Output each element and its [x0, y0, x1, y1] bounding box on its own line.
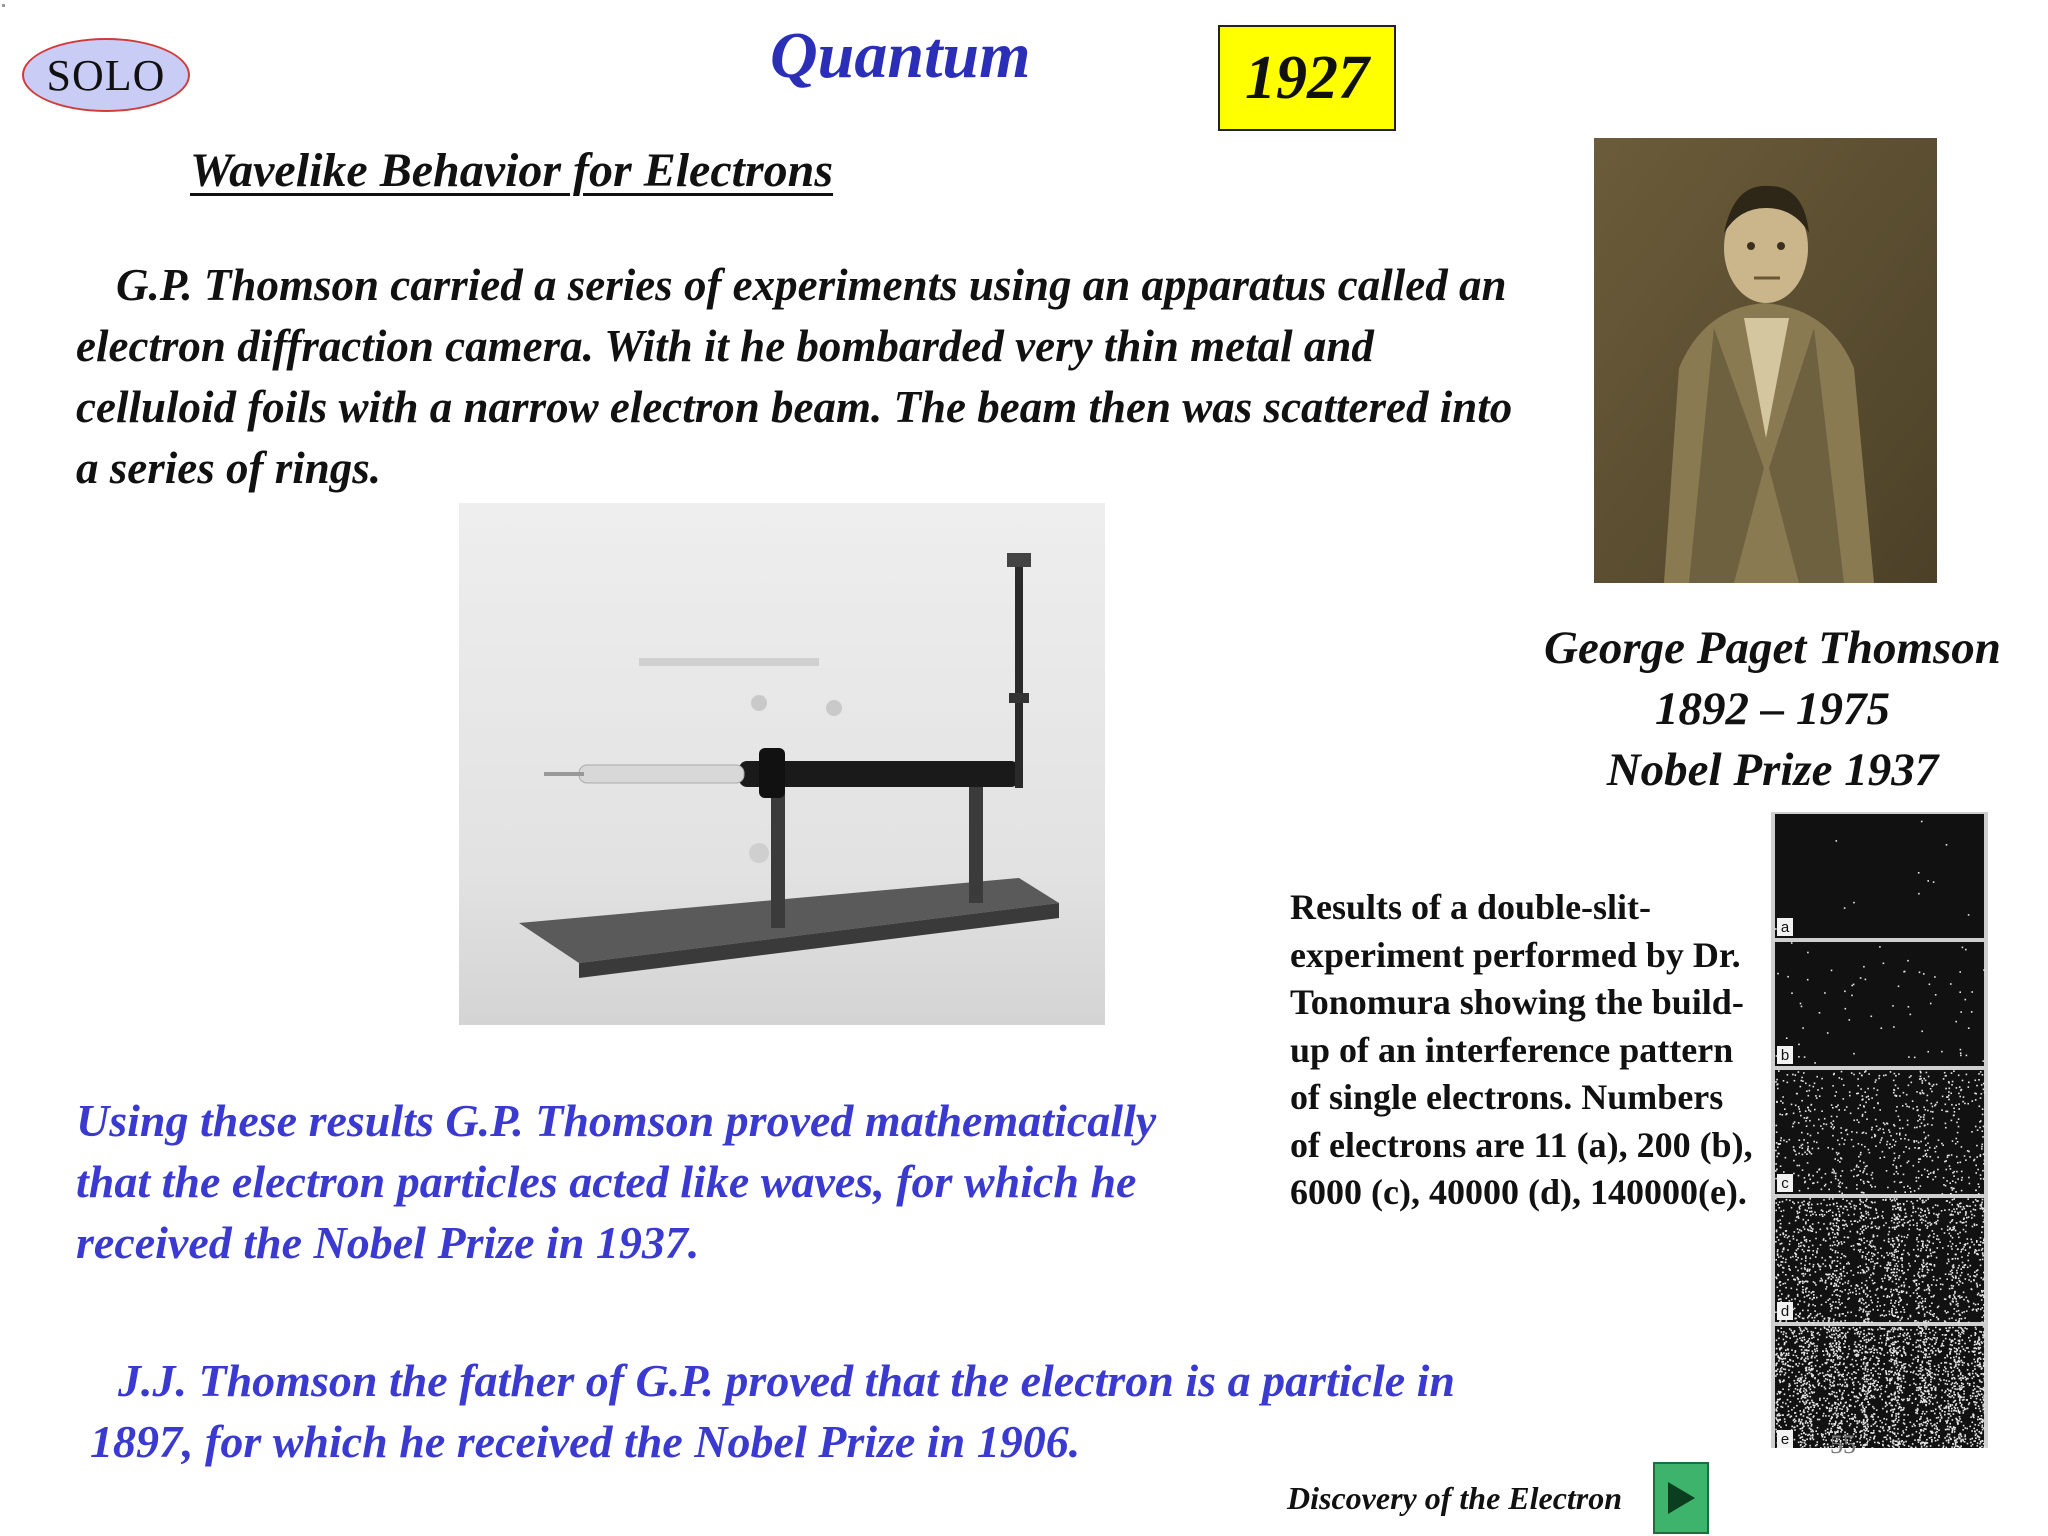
- portrait-illustration: [1594, 138, 1937, 583]
- portrait-caption: [1500, 618, 2045, 801]
- play-arrow-icon: [1664, 1479, 1698, 1517]
- pattern-label-b: b: [1780, 1047, 1790, 1064]
- next-slide-button[interactable]: [1653, 1462, 1709, 1534]
- corner-dot: [2, 4, 5, 7]
- electron-diffraction-camera-photo: [459, 503, 1105, 1025]
- scientist-name: George Paget Thomson: [1544, 622, 2001, 674]
- pattern-label-a: a: [1780, 919, 1790, 936]
- conclusion-paragraph: Using these results G.P. Thomson proved mathematically that the electron particles acted like waves, for which he received the Nobel Prize in 1937.: [76, 1095, 1157, 1268]
- year-box: [1218, 25, 1396, 131]
- double-slit-caption: Results of a double-slit-experiment performed by Dr. Tonomura showing the build-up of an interference pattern of single electrons. Numbers of electrons are 11 (a), 200 (b), 6000 (c), 40000 (d), 140000(e).: [1290, 887, 1753, 1212]
- interference-pattern-strip: [1771, 812, 1988, 1448]
- pattern-label-d: d: [1780, 1303, 1790, 1320]
- solo-badge: [22, 38, 190, 112]
- jj-thomson-note: J.J. Thomson the father of G.P. proved that the electron is a particle in 1897, for which he received the Nobel Prize in 1906.: [90, 1355, 1456, 1467]
- page-number: 55: [1830, 1430, 1856, 1459]
- pattern-panel-b: [1775, 942, 1985, 1066]
- interference-panels: [1771, 812, 1988, 1448]
- discovery-of-electron-link[interactable]: Discovery of the Electron: [1287, 1480, 1623, 1516]
- pattern-panel-c: [1775, 1070, 1985, 1195]
- pattern-panel-a: [1775, 814, 1984, 938]
- pattern-label-e: e: [1780, 1431, 1790, 1448]
- pattern-panel-e: [1775, 1326, 1986, 1448]
- apparatus-illustration: [459, 503, 1105, 1025]
- pattern-label-c: c: [1781, 1175, 1789, 1192]
- intro-paragraph: G.P. Thomson carried a series of experiments using an apparatus called an electron diffraction camera. With it he bombarded very thin metal and celluloid foils with a narrow electron beam. The beam then was scattered into a series of rings.: [76, 260, 1513, 493]
- scientist-years: 1892 – 1975: [1655, 683, 1890, 735]
- solo-badge-text: SOLO: [46, 50, 166, 100]
- year-text: 1927: [1245, 43, 1369, 112]
- section-subtitle: Wavelike Behavior for Electrons: [190, 144, 834, 197]
- thomson-portrait: [1594, 138, 1937, 583]
- pattern-panel-d: [1775, 1198, 1985, 1324]
- page-title: Quantum: [770, 19, 1031, 92]
- scientist-award: Nobel Prize 1937: [1606, 744, 1939, 796]
